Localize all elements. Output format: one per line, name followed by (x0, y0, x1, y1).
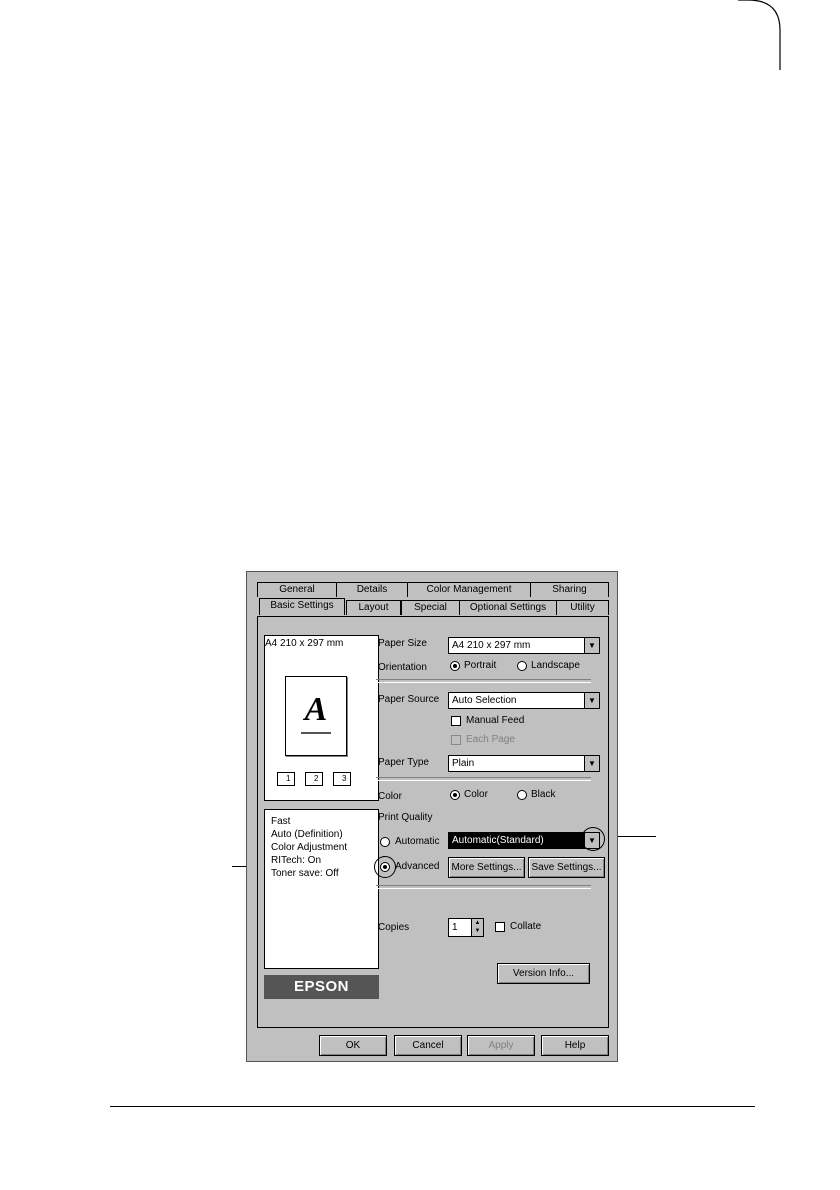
copy-icon-1 (277, 772, 295, 786)
automatic-label[interactable]: Automatic (395, 836, 440, 847)
advanced-label[interactable]: Advanced (395, 861, 440, 872)
preview-page (285, 676, 347, 756)
chevron-down-icon[interactable]: ▼ (584, 833, 599, 848)
automatic-radio[interactable] (380, 837, 390, 847)
chevron-down-icon[interactable]: ▼ (584, 638, 599, 653)
apply-button: Apply (467, 1035, 535, 1056)
tab-general[interactable]: General (257, 582, 337, 597)
tab-layout[interactable]: Layout (346, 600, 401, 615)
tab-details[interactable]: Details (336, 582, 408, 597)
copies-label: Copies (378, 922, 410, 933)
preview-page-letter: A (304, 691, 328, 728)
copy-number-3: 3 (342, 774, 347, 783)
copies-value: 1 (452, 922, 458, 933)
copy-icon-3 (333, 772, 351, 786)
print-quality-value: Automatic(Standard) (452, 835, 544, 846)
version-info-button[interactable]: Version Info... (497, 963, 590, 984)
orientation-label: Orientation (378, 662, 427, 673)
copy-number-1: 1 (286, 774, 291, 783)
callout-circle-dropdown (581, 827, 605, 851)
callout-circle-advanced (374, 856, 396, 878)
portrait-label[interactable]: Portrait (464, 660, 497, 671)
preview-page-lines (301, 732, 331, 734)
manual-feed-checkbox[interactable] (451, 716, 461, 726)
black-option-label[interactable]: Black (531, 789, 556, 800)
paper-size-label: Paper Size (378, 638, 427, 649)
print-quality-label: Print Quality (378, 812, 433, 823)
chevron-down-icon[interactable]: ▼ (584, 693, 599, 708)
preview-paper-label: A4 210 x 297 mm (265, 638, 344, 649)
paper-source-select[interactable] (448, 692, 600, 709)
settings-summary-box (264, 809, 379, 969)
basic-settings-panel (257, 616, 609, 1028)
tab-sharing[interactable]: Sharing (530, 582, 609, 597)
more-settings-button[interactable]: More Settings... (448, 857, 525, 878)
printer-properties-dialog (246, 571, 618, 1062)
cancel-button[interactable]: Cancel (394, 1035, 462, 1056)
color-label: Color (378, 791, 402, 802)
paper-type-select[interactable] (448, 755, 600, 772)
each-page-label: Each Page (466, 734, 515, 745)
separator (376, 777, 591, 781)
portrait-radio[interactable] (450, 661, 460, 671)
each-page-checkbox (451, 735, 461, 745)
separator (376, 885, 591, 889)
collate-label[interactable]: Collate (510, 921, 542, 932)
summary-line: Color Adjustment (271, 842, 348, 853)
paper-preview (264, 635, 379, 801)
tab-optional-settings[interactable]: Optional Settings (459, 600, 557, 615)
manual-feed-label[interactable]: Manual Feed (466, 715, 525, 726)
page-edge-curve (738, 0, 840, 70)
tab-utility[interactable]: Utility (556, 600, 609, 615)
separator (376, 679, 591, 683)
save-settings-button[interactable]: Save Settings... (528, 857, 605, 878)
paper-size-select[interactable] (448, 637, 600, 654)
summary-line: RITech: On (271, 855, 322, 866)
ok-button[interactable]: OK (319, 1035, 387, 1056)
summary-line: Auto (Definition) (271, 829, 343, 840)
epson-logo: EPSON (264, 975, 379, 999)
summary-line: Toner save: Off (271, 868, 339, 879)
paper-type-label: Paper Type (378, 757, 429, 768)
color-option-label[interactable]: Color (464, 789, 488, 800)
copies-spinner[interactable] (448, 918, 484, 937)
chevron-down-icon[interactable]: ▼ (584, 756, 599, 771)
footer-rule (110, 1106, 755, 1107)
collate-checkbox[interactable] (495, 922, 505, 932)
tab-special[interactable]: Special (401, 600, 460, 615)
copy-number-2: 2 (314, 774, 319, 783)
paper-source-value: Auto Selection (452, 695, 517, 706)
landscape-label[interactable]: Landscape (531, 660, 580, 671)
landscape-radio[interactable] (517, 661, 527, 671)
summary-line: Fast (271, 816, 291, 827)
tab-basic-settings[interactable]: Basic Settings (259, 598, 345, 615)
paper-source-label: Paper Source (378, 694, 440, 705)
paper-type-value: Plain (452, 758, 475, 769)
copy-icon-2 (305, 772, 323, 786)
print-quality-select[interactable] (448, 832, 600, 849)
tab-color-management[interactable]: Color Management (407, 582, 531, 597)
paper-size-value: A4 210 x 297 mm (452, 640, 531, 651)
help-button[interactable]: Help (541, 1035, 609, 1056)
color-radio[interactable] (450, 790, 460, 800)
spinner-arrows-icon[interactable]: ▲ ▼ (471, 919, 483, 936)
black-radio[interactable] (517, 790, 527, 800)
